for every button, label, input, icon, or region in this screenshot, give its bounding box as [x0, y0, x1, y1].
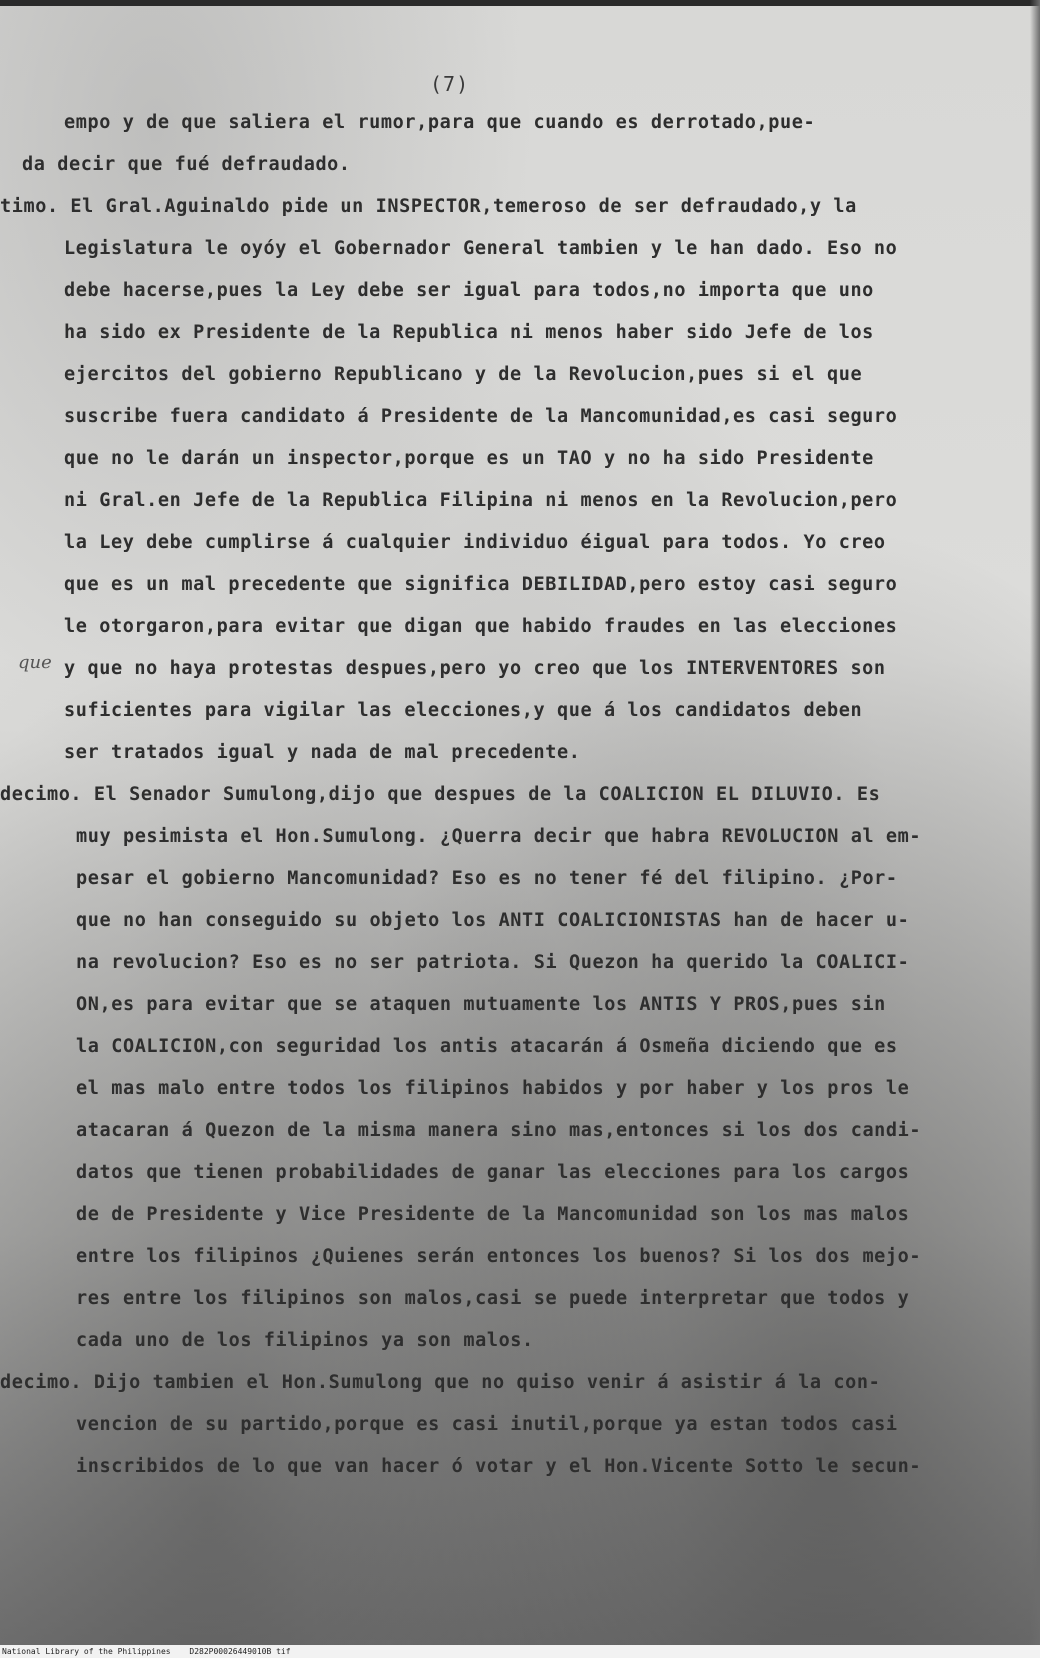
text-line: na revolucion? Eso es no ser patriota. Si Quezon ha querido la COALICI-	[76, 952, 910, 973]
text-line: que no han conseguido su objeto los ANTI COALICIONISTAS han de hacer u-	[76, 910, 910, 931]
text-line: decimo. El Senador Sumulong,dijo que despues de la COALICION EL DILUVIO. Es	[0, 784, 881, 805]
footer-file-name: D282P00026449010B tif	[189, 1647, 291, 1656]
text-line: entre los filipinos ¿Quienes serán entonces los buenos? Si los dos mejo-	[76, 1246, 922, 1267]
text-line: Legislatura le oyóy el Gobernador General tambien y le han dado. Eso no	[64, 238, 898, 259]
text-line: pesar el gobierno Mancomunidad? Eso es no tener fé del filipino. ¿Por-	[76, 868, 898, 889]
text-line: ni Gral.en Jefe de la Republica Filipina ni menos en la Revolucion,pero	[64, 490, 898, 511]
text-line: vencion de su partido,porque es casi inutil,porque ya estan todos casi	[76, 1414, 898, 1435]
text-line: y que no haya protestas despues,pero yo creo que los INTERVENTORES son	[64, 658, 886, 679]
text-line: res entre los filipinos son malos,casi se puede interpretar que todos y	[76, 1288, 910, 1309]
text-line: debe hacerse,pues la Ley debe ser igual para todos,no importa que uno	[64, 280, 874, 301]
scan-right-edge	[1030, 0, 1040, 1645]
text-line: ser tratados igual y nada de mal precedente.	[64, 742, 581, 763]
text-line: atacaran á Quezon de la misma manera sino mas,entonces si los dos candi-	[76, 1120, 922, 1141]
text-line: timo. El Gral.Aguinaldo pide un INSPECTOR,temeroso de ser defraudado,y la	[0, 196, 857, 217]
text-line: decimo. Dijo tambien el Hon.Sumulong que no quiso venir á asistir á la con-	[0, 1372, 881, 1393]
text-line: el mas malo entre todos los filipinos habidos y por haber y los pros le	[76, 1078, 910, 1099]
text-line: datos que tienen probabilidades de ganar las elecciones para los cargos	[76, 1162, 910, 1183]
text-line: muy pesimista el Hon.Sumulong. ¿Querra decir que habra REVOLUCION al em-	[76, 826, 922, 847]
text-line: ON,es para evitar que se ataquen mutuamente los ANTIS Y PROS,pues sin	[76, 994, 886, 1015]
text-line: de de Presidente y Vice Presidente de la Mancomunidad son los mas malos	[76, 1204, 910, 1225]
footer-institution: National Library of the Philippines	[2, 1647, 171, 1656]
scan-top-border	[0, 0, 1040, 6]
text-line: suscribe fuera candidato á Presidente de la Mancomunidad,es casi seguro	[64, 406, 898, 427]
text-line: da decir que fué defraudado.	[22, 154, 351, 175]
text-line: inscribidos de lo que van hacer ó votar y el Hon.Vicente Sotto le secun-	[76, 1456, 922, 1477]
handwritten-margin-note: que	[18, 652, 52, 673]
page-number: (7)	[430, 72, 470, 96]
text-line: cada uno de los filipinos ya son malos.	[76, 1330, 534, 1351]
text-line: que no le darán un inspector,porque es un TAO y no ha sido Presidente	[64, 448, 874, 469]
text-line: le otorgaron,para evitar que digan que habido fraudes en las elecciones	[64, 616, 898, 637]
text-line: suficientes para vigilar las elecciones,y que á los candidatos deben	[64, 700, 863, 721]
text-line: ejercitos del gobierno Republicano y de la Revolucion,pues si el que	[64, 364, 863, 385]
text-line: la COALICION,con seguridad los antis atacarán á Osmeña diciendo que es	[76, 1036, 898, 1057]
scan-footer	[0, 1645, 1040, 1658]
text-line: la Ley debe cumplirse á cualquier individuo éigual para todos. Yo creo	[64, 532, 886, 553]
text-line: ha sido ex Presidente de la Republica ni menos haber sido Jefe de los	[64, 322, 874, 343]
text-line: que es un mal precedente que significa DEBILIDAD,pero estoy casi seguro	[64, 574, 898, 595]
text-line: empo y de que saliera el rumor,para que cuando es derrotado,pue-	[64, 112, 816, 133]
